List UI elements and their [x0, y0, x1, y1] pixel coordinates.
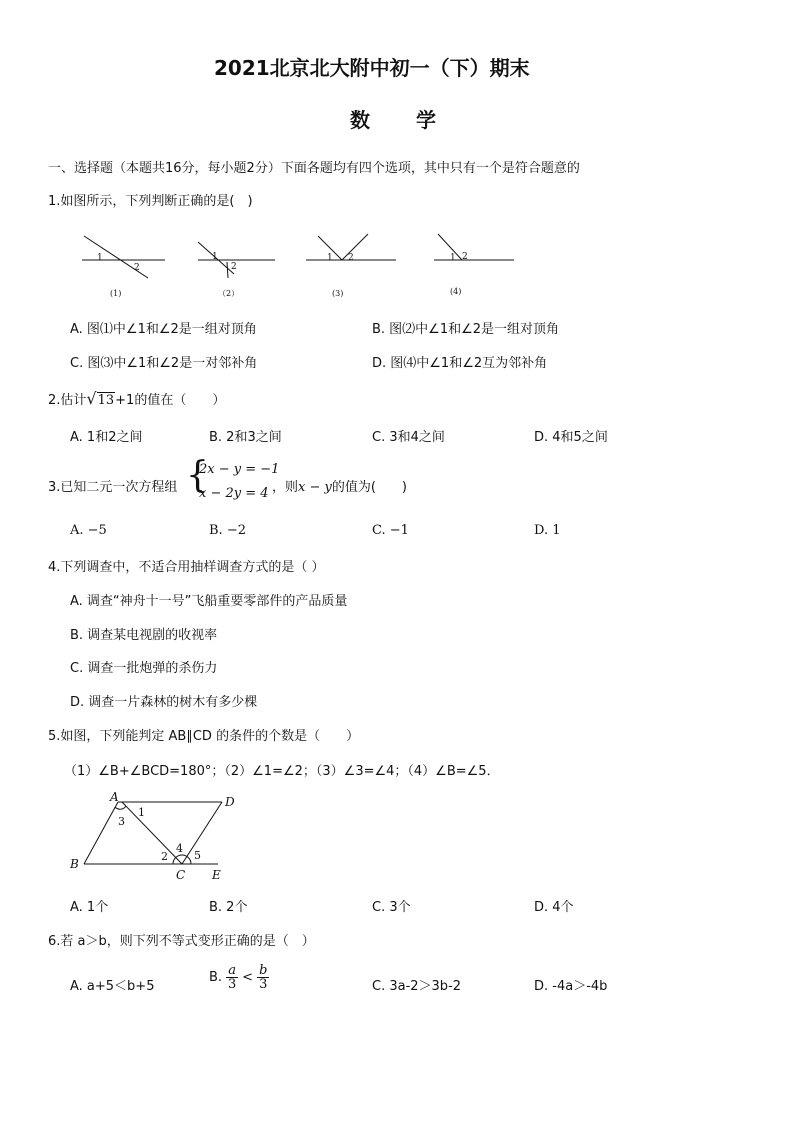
q2-stem-pre: 2.估计: [48, 393, 87, 408]
q5-option-c: C. 3个: [372, 900, 411, 915]
q2-option-c: C. 3和4之间: [372, 430, 445, 445]
q3-option-b: B. −2: [209, 523, 246, 538]
q1-option-d: D. 图⑷中∠1和∠2互为邻补角: [372, 356, 548, 371]
q6-frac-b-den: 3: [259, 977, 268, 992]
q3-stem-mid: ，则: [272, 480, 299, 495]
q6-frac-b-num: b: [259, 963, 268, 978]
q6-fraction-a: [226, 964, 238, 991]
q4-option-b: B. 调查某电视剧的收视率: [70, 628, 218, 643]
q6-option-b: [209, 964, 269, 991]
q4-option-d: D. 调查一片森林的树木有多少棵: [70, 695, 258, 710]
q5-angle-3: 3: [118, 815, 125, 828]
q1-fig2-angle-2: 2: [231, 262, 237, 272]
q1-fig3-label: (3): [332, 289, 344, 298]
q1-option-c: C. 图⑶中∠1和∠2是一对邻补角: [70, 356, 258, 371]
q1-fig3-angle-2: 2: [348, 253, 354, 263]
q3-stem-post: 的值为( ): [331, 480, 408, 495]
q6-frac-a-num: a: [228, 963, 236, 978]
q1-figure-1: [82, 236, 165, 298]
subject-title: 数 学: [350, 108, 438, 132]
q2-stem: [48, 389, 225, 408]
section-heading: 一、选择题（本题共16分，每小题2分）下面各题均有四个选项，其中只有一个是符合题意的: [48, 161, 580, 176]
q1-figures: [70, 224, 540, 304]
q5-point-b: B: [70, 857, 79, 871]
q6-fraction-b: [257, 964, 269, 991]
q3-option-c: C. −1: [372, 523, 409, 538]
q1-fig4-angle-2: 2: [462, 252, 468, 262]
q3-equation-2: x − 2y = 4: [199, 486, 269, 501]
q6-stem: 6.若 a＞b，则下列不等式变形正确的是（ ）: [48, 934, 315, 949]
q6-option-a: A. a+5＜b+5: [70, 979, 155, 994]
q5-point-a: A: [110, 790, 119, 804]
q5-angle-1: 1: [138, 806, 145, 819]
q5-point-c: C: [176, 868, 186, 882]
q1-fig4-label: (4): [450, 287, 462, 296]
q2-option-a: A. 1和2之间: [70, 430, 143, 445]
q6-frac-a-den: 3: [227, 977, 237, 992]
q3-equation-1: 2x − y = −1: [199, 462, 280, 477]
q1-figure-4: [434, 234, 514, 296]
q6-option-b-prefix: B.: [209, 970, 223, 985]
q5-point-e: E: [212, 868, 221, 882]
q4-option-a: A. 调查“神舟十一号”飞船重要零部件的产品质量: [70, 594, 348, 609]
q1-fig1-label: (1): [110, 289, 122, 298]
q2-option-b: B. 2和3之间: [209, 430, 282, 445]
q3-stem-tail: [272, 476, 407, 495]
q5-option-d: D. 4个: [534, 900, 574, 915]
q1-fig2-angle-1: 1: [212, 252, 218, 262]
q1-figure-3: [306, 234, 396, 298]
q1-fig2-label: （2）: [218, 289, 240, 298]
q1-option-b: B. 图⑵中∠1和∠2是一组对顶角: [372, 322, 560, 337]
q2-radicand: 13: [97, 393, 115, 408]
q3-brace: {: [186, 455, 209, 496]
q1-fig1-angle-1: 1: [97, 253, 103, 263]
q5-point-d: D: [225, 795, 235, 809]
q3-stem-pre: 3.已知二元一次方程组: [48, 480, 178, 495]
q2-stem-post: +1的值在（ ）: [115, 393, 226, 408]
q5-angle-2: 2: [161, 850, 168, 863]
q5-option-a: A. 1个: [70, 900, 109, 915]
q5-conditions: （1）∠B+∠BCD=180°；（2）∠1=∠2；（3）∠3=∠4；（4）∠B=∠5．: [64, 764, 500, 779]
q6-option-c: C. 3a-2＞3b-2: [372, 979, 462, 994]
q1-stem: 1.如图所示，下列判断正确的是( ): [48, 194, 253, 209]
q5-stem: 5.如图，下列能判定 AB∥CD 的条件的个数是（ ）: [48, 729, 360, 744]
q6-option-d: D. -4a＞-4b: [534, 979, 608, 994]
q3-option-a: A. −5: [70, 523, 107, 538]
q1-option-a: A. 图⑴中∠1和∠2是一组对顶角: [70, 322, 257, 337]
q1-figure-2: [198, 242, 275, 298]
page-title: 2021北京北大附中初一（下）期末: [214, 56, 530, 80]
q3-option-d: D. 1: [534, 523, 561, 538]
q4-stem: 4.下列调查中，不适合用抽样调查方式的是（ ）: [48, 560, 325, 575]
q5-option-b: B. 2个: [209, 900, 248, 915]
q2-option-d: D. 4和5之间: [534, 430, 608, 445]
q6-less-than: <: [242, 970, 254, 985]
q4-option-c: C. 调查一批炮弹的杀伤力: [70, 661, 218, 676]
q2-sqrt-sign: √: [86, 389, 97, 408]
q1-fig3-angle-1: 1: [327, 253, 333, 263]
q5-angle-4: 4: [176, 842, 183, 855]
q5-angle-5: 5: [194, 849, 201, 862]
q1-fig4-angle-1: 1: [450, 253, 456, 263]
q1-fig1-angle-2: 2: [134, 263, 140, 273]
q3-expr: x − y: [298, 480, 332, 495]
q5-figure: [66, 790, 246, 885]
